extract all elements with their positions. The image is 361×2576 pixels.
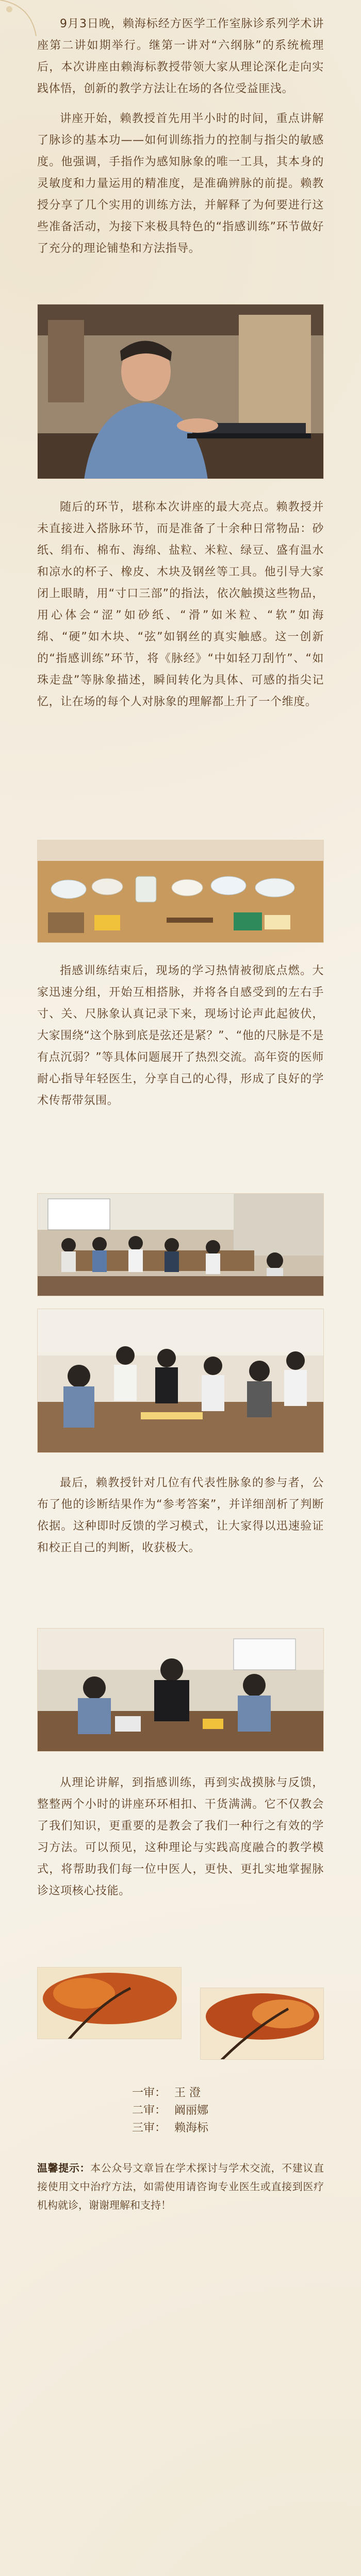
autumn-tree-photo-right [200, 1988, 324, 2060]
disclaimer-label: 温馨提示： [37, 2162, 91, 2174]
disclaimer-text: 本公众号文章旨在学术探讨与学术交流，不建议直接使用文中治疗方法，如需使用请咨询专业医生或直接到医疗机构就诊，谢谢理解和支持！ [37, 2162, 324, 2211]
credit-name: 王 澄 [174, 2087, 201, 2099]
credit-role: 二审： [132, 2104, 166, 2117]
credits-list [0, 2084, 361, 2137]
paragraph-3: 随后的环节，堪称本次讲座的最大亮点。赖教授并未直接进入搭脉环节，而是准备了十余种日常物品：砂纸、绢布、棉布、海绵、盐粒、米粒、绿豆、盛有温水和凉水的杯子、橡皮、木块及钢丝等工具。他引导大家闭上眼睛，用“寸口三部”的指法，依次触摸这些物品，用心体会“涩”如砂纸、“滑”如米粒、“软”如海绵、“硬”如木块、“弦”如钢丝的真实触感。这一创新的“指感训练”环节，将《脉经》“中如轻刀刮竹”、“如珠走盘”等脉象描述，瞬间转化为具体、可感的指尖记忆，让在场的每个人对脉象的理解都上升了一个维度。 [37, 501, 324, 708]
credit-row [0, 2084, 361, 2102]
group-pulse-photo [37, 1309, 324, 1453]
lecture-photo [37, 304, 324, 479]
demonstration-photo [37, 1628, 324, 1752]
credit-role: 一审： [132, 2087, 166, 2099]
training-items-photo [37, 840, 324, 943]
disclaimer [37, 2159, 324, 2214]
classroom-photo [37, 1193, 324, 1296]
credit-row [0, 2102, 361, 2120]
intro-paragraph: 9月3日晚，赖海标经方医学工作室脉诊系列学术讲座第二讲如期举行。继第一讲对“六纲脉”的系统梳理后，本次讲座由赖海标教授带领大家从理论深化走向实践体悟，创新的教学方法让在场的各位受益匪浅。 [37, 18, 324, 95]
credit-name: 阚丽娜 [174, 2104, 209, 2117]
autumn-tree-photo-left [37, 1967, 182, 2039]
paragraph-4: 指感训练结束后，现场的学习热情被彻底点燃。大家迅速分组，开始互相搭脉，并将各自感受到的左右手寸、关、尺脉象认真记录下来，现场讨论声此起彼伏，大家围绕“这个脉到底是弦还是紧？”、“他的尺脉是不是有点沉弱？”等具体问题展开了热烈交流。高年资的医师耐心指导年轻医生，分享自己的心得，形成了良好的学术传帮带氛围。 [37, 964, 324, 1107]
paragraph-2: 讲座开始，赖教授首先用半小时的时间，重点讲解了脉诊的基本功——如何训练指力的控制与指尖的敏感度。他强调，手指作为感知脉象的唯一工具，其本身的灵敏度和力量运用的精准度，是准确辨脉的前提。赖教授分享了几个实用的训练方法，并解释了为何要进行这些准备活动，为接下来极具特色的“指感训练”环节做好了充分的理论铺垫和方法指导。 [37, 112, 324, 255]
paragraph-5: 最后，赖教授针对几位有代表性脉象的参与者，公布了他的诊断结果作为“参考答案”，并详细剖析了判断依据。这种即时反馈的学习模式，让大家得以迅速验证和校正自己的判断，收获极大。 [37, 1477, 324, 1554]
credit-name: 赖海标 [174, 2122, 209, 2134]
credit-row [0, 2120, 361, 2137]
credit-role: 三审： [132, 2122, 166, 2134]
paragraph-6: 从理论讲解，到指感训练，再到实战摸脉与反馈，整整两个小时的讲座环环相扣、干货满满。它不仅教会了我们知识，更重要的是教会了我们一种行之有效的学习方法。可以预见，这种理论与实践高度融合的教学模式，将帮助我们每一位中医人，更快、更扎实地掌握脉诊这项核心技能。 [37, 1776, 324, 1897]
